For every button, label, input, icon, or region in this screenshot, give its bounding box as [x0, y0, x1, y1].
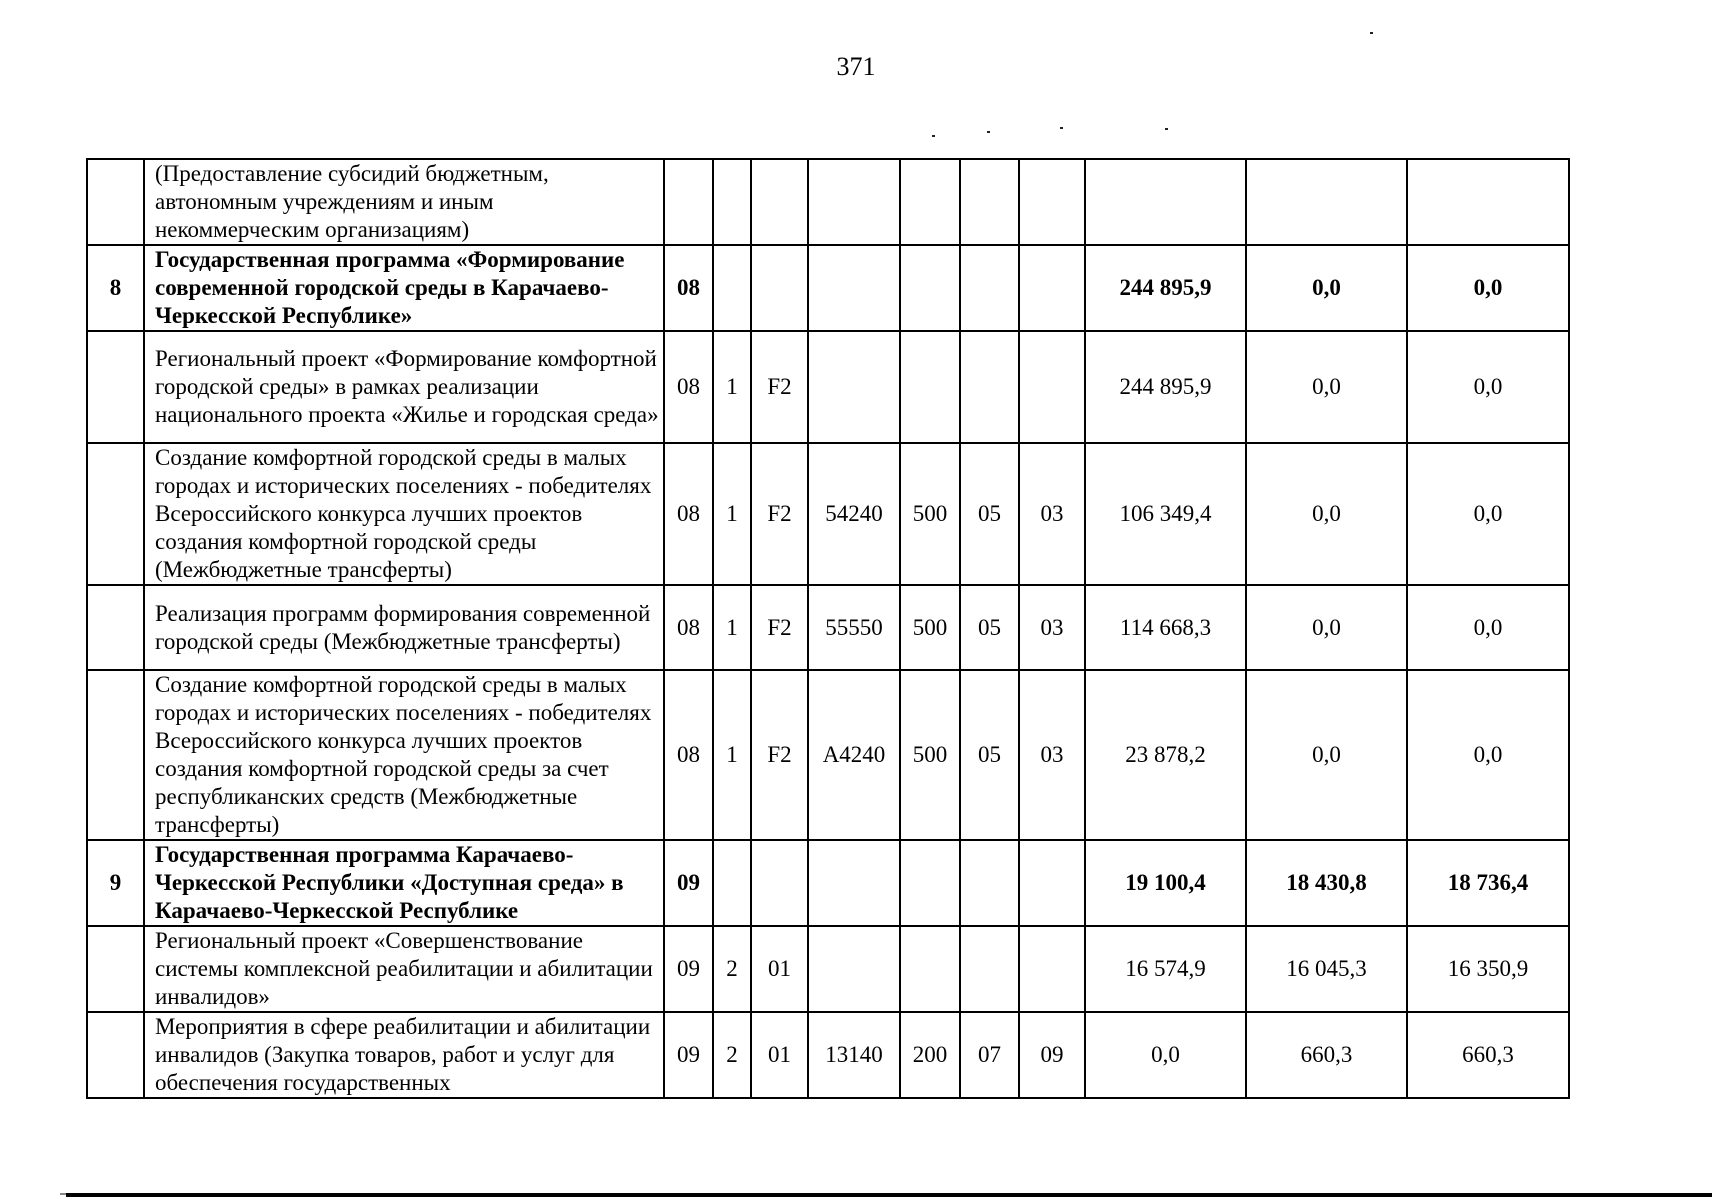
code-project: F2 [751, 331, 808, 443]
table-row [87, 926, 1569, 1012]
amount-year-2: 0,0 [1246, 443, 1407, 585]
code-expense-type: 500 [900, 585, 960, 670]
code-program: 08 [664, 331, 713, 443]
amount-year-3: 18 736,4 [1407, 840, 1569, 926]
code-expense-type [900, 926, 960, 1012]
code-section: 05 [960, 585, 1019, 670]
row-number [87, 585, 144, 670]
code-expense-type [900, 840, 960, 926]
code-section: 07 [960, 1012, 1019, 1098]
code-subsection [1019, 331, 1085, 443]
amount-year-2: 18 430,8 [1246, 840, 1407, 926]
amount-year-3: 0,0 [1407, 331, 1569, 443]
code-expense-type [900, 159, 960, 245]
amount-year-2: 0,0 [1246, 670, 1407, 840]
code-direction [808, 159, 900, 245]
amount-year-2: 0,0 [1246, 585, 1407, 670]
code-subprogram: 1 [713, 670, 751, 840]
code-subsection: 03 [1019, 670, 1085, 840]
amount-year-1: 0,0 [1085, 1012, 1246, 1098]
code-program: 08 [664, 585, 713, 670]
amount-year-3: 16 350,9 [1407, 926, 1569, 1012]
code-subprogram: 2 [713, 1012, 751, 1098]
row-number [87, 926, 144, 1012]
code-subsection [1019, 159, 1085, 245]
code-direction [808, 926, 900, 1012]
code-section [960, 926, 1019, 1012]
code-direction: 13140 [808, 1012, 900, 1098]
budget-table [86, 158, 1570, 1099]
code-direction: 55550 [808, 585, 900, 670]
row-name: Региональный проект «Совершенствование системы комплексной реабилитации и абилитации инвалидов» [144, 926, 664, 1012]
amount-year-1: 23 878,2 [1085, 670, 1246, 840]
code-section: 05 [960, 443, 1019, 585]
amount-year-3: 0,0 [1407, 245, 1569, 331]
row-number [87, 159, 144, 245]
table-row [87, 840, 1569, 926]
table-row [87, 1012, 1569, 1098]
amount-year-2: 0,0 [1246, 331, 1407, 443]
code-section [960, 159, 1019, 245]
row-number: 9 [87, 840, 144, 926]
amount-year-1: 16 574,9 [1085, 926, 1246, 1012]
amount-year-1: 19 100,4 [1085, 840, 1246, 926]
code-subprogram: 1 [713, 443, 751, 585]
code-direction: 54240 [808, 443, 900, 585]
code-direction: A4240 [808, 670, 900, 840]
table-row [87, 585, 1569, 670]
code-project: F2 [751, 585, 808, 670]
code-subprogram: 2 [713, 926, 751, 1012]
amount-year-1: 114 668,3 [1085, 585, 1246, 670]
code-project [751, 245, 808, 331]
code-subsection: 03 [1019, 443, 1085, 585]
row-name: Реализация программ формирования современной городской среды (Межбюджетные трансферты) [144, 585, 664, 670]
table-row [87, 245, 1569, 331]
code-program: 08 [664, 670, 713, 840]
code-direction [808, 331, 900, 443]
row-name: Создание комфортной городской среды в малых городах и исторических поселениях - победителях Всероссийского конкурса лучших проектов создания комфортной городской среды за счет республиканских средств (Межбюджетные трансферты) [144, 670, 664, 840]
scan-mark [932, 135, 935, 137]
code-expense-type: 500 [900, 443, 960, 585]
code-program: 09 [664, 1012, 713, 1098]
code-section [960, 840, 1019, 926]
scan-mark [1060, 127, 1063, 129]
code-expense-type: 500 [900, 670, 960, 840]
code-program: 09 [664, 840, 713, 926]
page-number: 371 [836, 52, 876, 81]
amount-year-1: 244 895,9 [1085, 245, 1246, 331]
code-subsection: 03 [1019, 585, 1085, 670]
amount-year-3: 0,0 [1407, 585, 1569, 670]
code-program: 08 [664, 443, 713, 585]
code-direction [808, 840, 900, 926]
code-expense-type [900, 245, 960, 331]
row-number [87, 331, 144, 443]
amount-year-1 [1085, 159, 1246, 245]
amount-year-2: 0,0 [1246, 245, 1407, 331]
row-number [87, 443, 144, 585]
table-row [87, 670, 1569, 840]
code-expense-type: 200 [900, 1012, 960, 1098]
amount-year-2: 660,3 [1246, 1012, 1407, 1098]
code-project [751, 840, 808, 926]
code-project [751, 159, 808, 245]
row-number [87, 670, 144, 840]
scan-mark [1165, 128, 1168, 130]
scan-mark [1370, 32, 1373, 34]
amount-year-3: 0,0 [1407, 443, 1569, 585]
row-name: (Предоставление субсидий бюджетным, автономным учреждениям и иным некоммерческим организациям) [144, 159, 664, 245]
code-subsection: 09 [1019, 1012, 1085, 1098]
code-subsection [1019, 245, 1085, 331]
code-section: 05 [960, 670, 1019, 840]
row-name: Государственная программа Карачаево-Черкесской Республики «Доступная среда» в Карачаево-Черкесской Республике [144, 840, 664, 926]
code-section [960, 331, 1019, 443]
code-section [960, 245, 1019, 331]
amount-year-3 [1407, 159, 1569, 245]
scan-mark [987, 131, 990, 133]
code-subprogram [713, 245, 751, 331]
code-subprogram [713, 840, 751, 926]
table-row [87, 331, 1569, 443]
code-project: F2 [751, 670, 808, 840]
code-project: 01 [751, 1012, 808, 1098]
amount-year-1: 106 349,4 [1085, 443, 1246, 585]
table-row [87, 443, 1569, 585]
amount-year-2 [1246, 159, 1407, 245]
code-direction [808, 245, 900, 331]
row-name: Создание комфортной городской среды в малых городах и исторических поселениях - победителях Всероссийского конкурса лучших проектов создания комфортной городской среды (Межбюджетные трансферты) [144, 443, 664, 585]
code-expense-type [900, 331, 960, 443]
code-program: 08 [664, 245, 713, 331]
row-number: 8 [87, 245, 144, 331]
row-name: Региональный проект «Формирование комфортной городской среды» в рамках реализации национального проекта «Жилье и городская среда» [144, 331, 664, 443]
code-subprogram: 1 [713, 585, 751, 670]
code-subprogram [713, 159, 751, 245]
code-program [664, 159, 713, 245]
code-program: 09 [664, 926, 713, 1012]
amount-year-2: 16 045,3 [1246, 926, 1407, 1012]
code-subsection [1019, 840, 1085, 926]
page-edge-line [66, 1193, 1712, 1197]
code-project: 01 [751, 926, 808, 1012]
row-name: Мероприятия в сфере реабилитации и абилитации инвалидов (Закупка товаров, работ и услуг для обеспечения государственных [144, 1012, 664, 1098]
code-project: F2 [751, 443, 808, 585]
table-row [87, 159, 1569, 245]
amount-year-3: 0,0 [1407, 670, 1569, 840]
row-number [87, 1012, 144, 1098]
code-subsection [1019, 926, 1085, 1012]
code-subprogram: 1 [713, 331, 751, 443]
amount-year-3: 660,3 [1407, 1012, 1569, 1098]
row-name: Государственная программа «Формирование современной городской среды в Карачаево-Черкесской Республике» [144, 245, 664, 331]
amount-year-1: 244 895,9 [1085, 331, 1246, 443]
